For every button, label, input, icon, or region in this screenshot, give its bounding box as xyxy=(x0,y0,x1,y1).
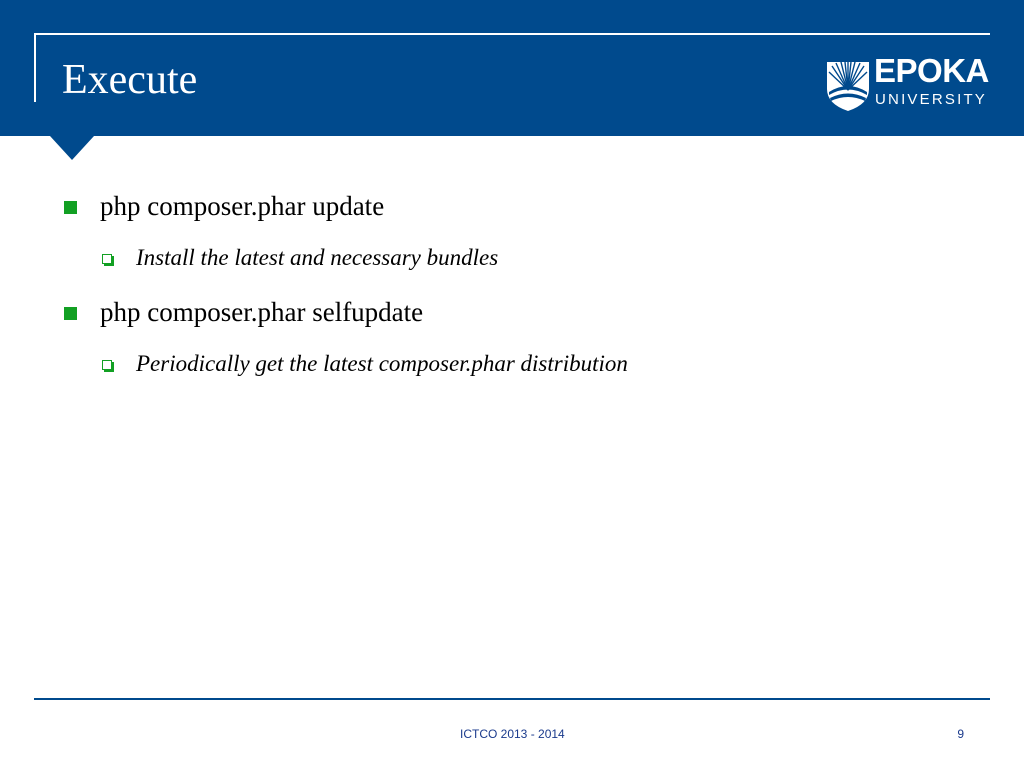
footer-rule xyxy=(34,698,990,700)
bullet-text: php composer.phar selfupdate xyxy=(100,297,424,327)
footer-text: ICTCO 2013 - 2014 xyxy=(460,727,565,741)
filled-square-icon xyxy=(64,201,77,214)
title-frame-top-line xyxy=(34,33,990,35)
logo-wordmark: EPOKA xyxy=(874,52,989,89)
title-frame-left-line xyxy=(34,33,36,102)
sunburst-shield-icon xyxy=(826,56,870,112)
epoka-university-logo xyxy=(826,54,994,114)
sub-bullet-text: Periodically get the latest composer.phar distribution xyxy=(136,351,628,376)
hollow-square-icon xyxy=(102,360,112,370)
page-number: 9 xyxy=(957,727,964,741)
sub-bullet-text: Install the latest and necessary bundles xyxy=(136,245,499,270)
filled-square-icon xyxy=(64,307,77,320)
logo-subtitle: UNIVERSITY xyxy=(875,91,988,108)
bullet-text: php composer.phar update xyxy=(100,191,385,221)
slide-title: Execute xyxy=(62,57,198,103)
header-pointer-triangle xyxy=(50,136,94,160)
hollow-square-icon xyxy=(102,254,112,264)
